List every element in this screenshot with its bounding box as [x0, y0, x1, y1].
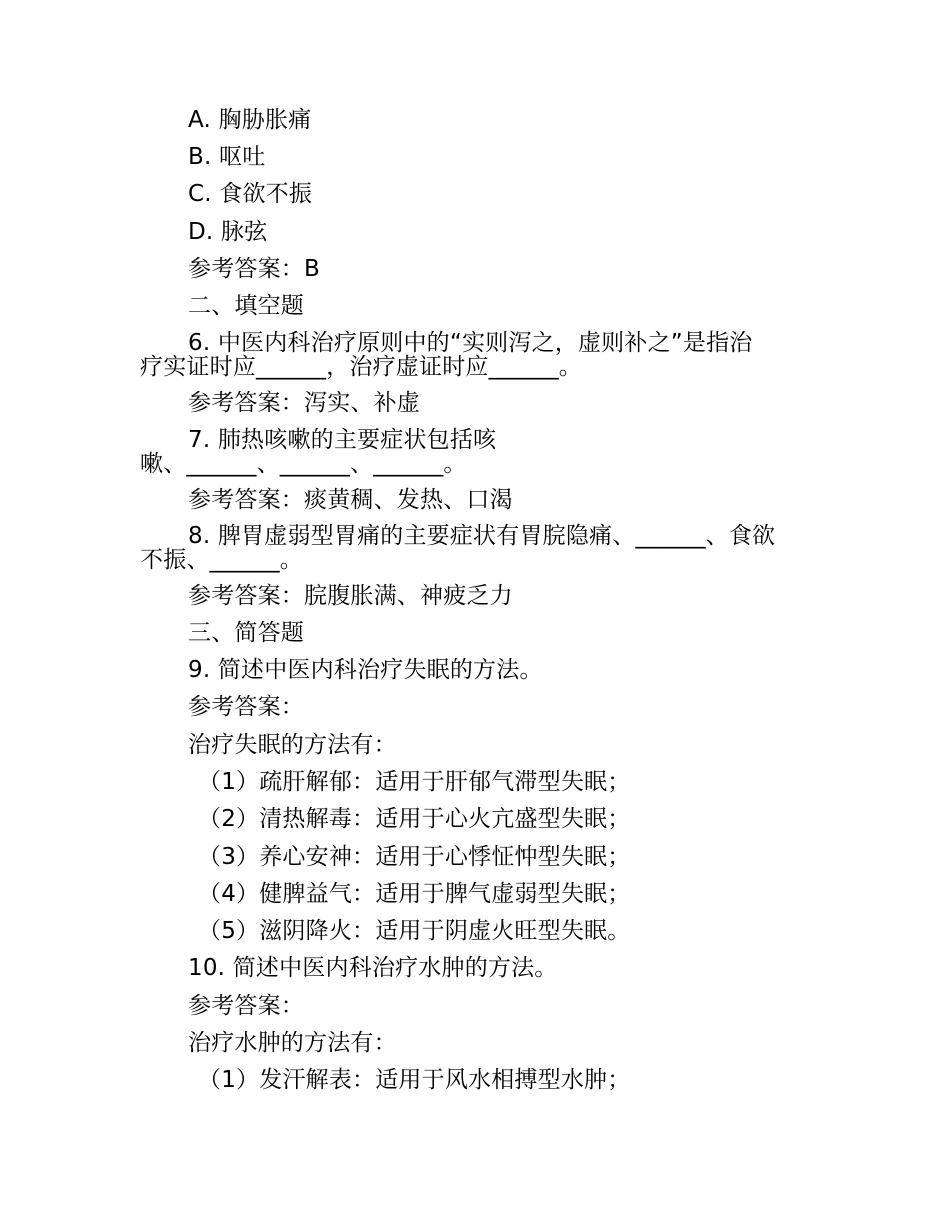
option-c: C. 食欲不振: [188, 181, 313, 207]
q9-answer-item: （3）养心安神：适用于心悸怔忡型失眠；: [198, 844, 631, 870]
q6-question-line1: 6. 中医内科治疗原则中的“实则泻之，虚则补之”是指治: [188, 330, 753, 356]
q6-question-line2: 疗实证时应______，治疗虚证时应______。: [140, 354, 582, 380]
q9-answer-item: （2）清热解毒：适用于心火亢盛型失眠；: [198, 806, 631, 832]
option-d: D. 脉弦: [188, 219, 268, 245]
section-heading-fill-in: 二、填空题: [188, 293, 304, 319]
q9-answer-intro: 治疗失眠的方法有：: [188, 732, 397, 758]
q6-answer: 参考答案：泻实、补虚: [188, 390, 420, 416]
option-a: A. 胸胁胀痛: [188, 107, 312, 133]
q10-question: 10. 简述中医内科治疗水肿的方法。: [188, 955, 558, 981]
option-b: B. 呕吐: [188, 144, 266, 170]
q9-question: 9. 简述中医内科治疗失眠的方法。: [188, 657, 543, 683]
q5-answer: 参考答案：B: [188, 256, 320, 282]
section-heading-short-answer: 三、简答题: [188, 620, 304, 646]
q9-answer-item: （4）健脾益气：适用于脾气虚弱型失眠；: [198, 881, 631, 907]
q9-answer-label: 参考答案：: [188, 694, 304, 720]
q8-answer: 参考答案：脘腹胀满、神疲乏力: [188, 583, 513, 609]
q7-question-line1: 7. 肺热咳嗽的主要症状包括咳: [188, 427, 497, 453]
q9-answer-item: （5）滋阴降火：适用于阴虚火旺型失眠。: [198, 918, 631, 944]
q8-question-line1: 8. 脾胃虚弱型胃痛的主要症状有胃脘隐痛、______、食欲: [188, 523, 776, 549]
q10-answer-label: 参考答案：: [188, 993, 304, 1019]
q7-question-line2: 嗽、______、______、______。: [140, 451, 467, 477]
q8-question-line2: 不振、______。: [140, 547, 303, 573]
q10-answer-item: （1）发汗解表：适用于风水相搏型水肿；: [198, 1067, 631, 1093]
q7-answer: 参考答案：痰黄稠、发热、口渴: [188, 487, 513, 513]
q9-answer-item: （1）疏肝解郁：适用于肝郁气滞型失眠；: [198, 769, 631, 795]
q10-answer-intro: 治疗水肿的方法有：: [188, 1030, 397, 1056]
